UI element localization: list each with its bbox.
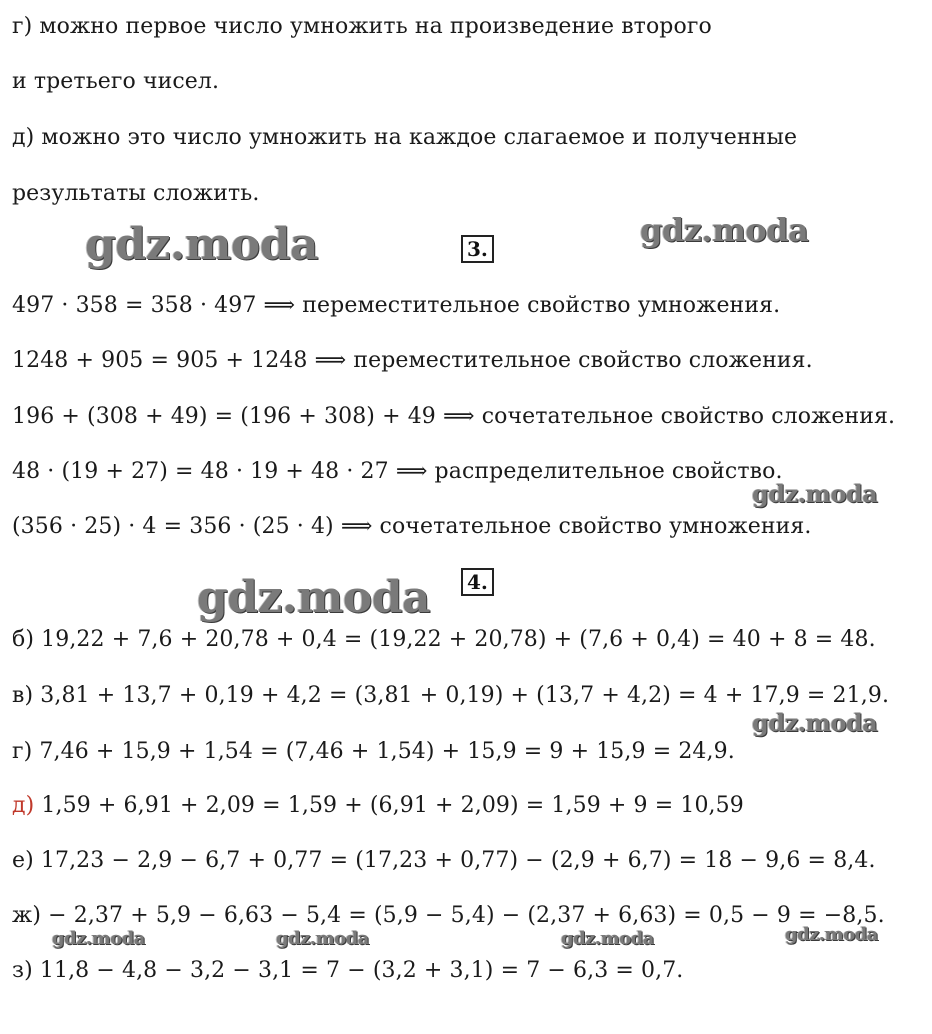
theory-line-g-part2: и третьего чисел. [12, 69, 220, 94]
task-4-line-b: б) 19,22 + 7,6 + 20,78 + 0,4 = (19,22 + 20,78) + (7,6 + 0,4) = 40 + 8 = 48. [12, 627, 876, 652]
task-3-line-5: (356 · 25) · 4 = 356 · (25 · 4) ⟹ сочетательное свойство умножения. [12, 514, 812, 539]
task-3-line-1: 497 · 358 = 358 · 497 ⟹ переместительное свойство умножения. [12, 293, 781, 318]
task-4-line-z: з) 11,8 − 4,8 − 3,2 − 3,1 = 7 − (3,2 + 3,1) = 7 − 6,3 = 0,7. [12, 958, 684, 983]
task-3-line-4: 48 · (19 + 27) = 48 · 19 + 48 · 27 ⟹ распределительное свойство. [12, 459, 783, 484]
task-3-number: 3. [461, 235, 494, 263]
task-4-line-e: е) 17,23 − 2,9 − 6,7 + 0,77 = (17,23 + 0,77) − (2,9 + 6,7) = 18 − 9,6 = 8,4. [12, 848, 876, 873]
task-3-line-2: 1248 + 905 = 905 + 1248 ⟹ переместительное свойство сложения. [12, 348, 813, 373]
theory-line-d-part2: результаты сложить. [12, 181, 260, 206]
task-4-line-d [12, 792, 744, 820]
watermark-logo: gdz.moda [276, 928, 369, 949]
watermark-logo: gdz.moda [640, 211, 809, 249]
watermark-logo: gdz.moda [52, 928, 145, 949]
watermark-logo: gdz.moda [561, 928, 654, 949]
task-4-line-d-prefix: д) [12, 793, 35, 818]
task-3-line-3: 196 + (308 + 49) = (196 + 308) + 49 ⟹ сочетательное свойство сложения. [12, 404, 896, 429]
task-4-line-v: в) 3,81 + 13,7 + 0,19 + 4,2 = (3,81 + 0,19) + (13,7 + 4,2) = 4 + 17,9 = 21,9. [12, 683, 890, 708]
theory-line-d-part1: д) можно это число умножить на каждое слагаемое и полученные [12, 125, 798, 150]
watermark-logo: gdz.moda [752, 479, 878, 508]
task-4-line-d-body: 1,59 + 6,91 + 2,09 = 1,59 + (6,91 + 2,09) = 1,59 + 9 = 10,59 [34, 793, 744, 818]
task-4-line-g: г) 7,46 + 15,9 + 1,54 = (7,46 + 1,54) + 15,9 = 9 + 15,9 = 24,9. [12, 739, 735, 764]
watermark-logo: gdz.moda [85, 219, 319, 270]
theory-line-g-part1: г) можно первое число умножить на произведение второго [12, 14, 712, 39]
watermark-logo: gdz.moda [785, 924, 878, 945]
task-4-number: 4. [461, 568, 494, 596]
watermark-logo: gdz.moda [752, 708, 878, 737]
watermark-logo: gdz.moda [197, 572, 431, 623]
task-4-line-zh: ж) − 2,37 + 5,9 − 6,63 − 5,4 = (5,9 − 5,4) − (2,37 + 6,63) = 0,5 − 9 = −8,5. [12, 903, 885, 928]
